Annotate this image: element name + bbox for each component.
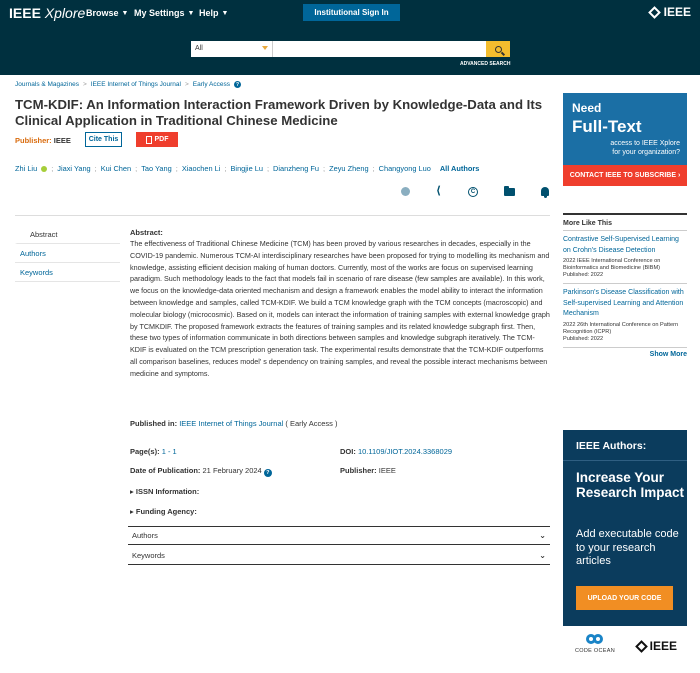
publisher-value: IEEE	[53, 136, 71, 145]
publication-date-info	[130, 466, 272, 477]
publisher-line	[15, 136, 71, 145]
search-scope-value: All	[195, 45, 203, 52]
funding-toggle[interactable]	[130, 507, 197, 516]
author-separator: ;	[323, 164, 326, 173]
ieee-diamond-icon	[635, 640, 648, 653]
ad-access-line1: access to IEEE Xplore	[610, 140, 680, 147]
ad-full-text: Full-Text	[572, 117, 642, 136]
tab-authors[interactable]: Authors	[15, 244, 120, 263]
author-link[interactable]: Kui Chen	[100, 164, 132, 173]
published-in-link[interactable]: IEEE Internet of Things Journal	[179, 419, 284, 428]
alerts-bell-icon[interactable]	[541, 187, 549, 196]
code-ocean-ad[interactable]	[563, 430, 687, 668]
related-article-conference: 2022 IEEE International Conference on Bioinformatics and Biomedicine (BIBM)	[563, 258, 661, 271]
upload-your-code-button[interactable]: UPLOAD YOUR CODE	[576, 586, 673, 610]
author-separator: ;	[175, 164, 178, 173]
pages-value[interactable]: 1 - 1	[161, 447, 177, 456]
author-link[interactable]: Xiaochen Li	[181, 164, 221, 173]
search-bar	[191, 41, 510, 57]
ad2-headline: Increase Your Research Impact	[576, 470, 685, 500]
ad2-divider	[563, 460, 687, 461]
orcid-icon[interactable]	[41, 166, 47, 172]
caret-right-icon: ▸	[130, 507, 136, 516]
divider	[15, 215, 550, 216]
pdf-button[interactable]	[136, 132, 178, 147]
chevron-down-icon: ⌄	[539, 550, 546, 560]
nav-my-settings-label: My Settings	[134, 8, 185, 18]
publisher-label: Publisher:	[15, 136, 52, 145]
doi-link[interactable]: 10.1109/JIOT.2024.3368029	[357, 447, 453, 456]
search-input[interactable]	[273, 41, 486, 57]
share-icon[interactable]	[435, 187, 445, 197]
search-scope-select[interactable]	[191, 41, 273, 57]
show-more-link[interactable]: Show More	[563, 347, 687, 358]
nav-browse[interactable]	[86, 8, 128, 18]
author-separator: ;	[224, 164, 227, 173]
chevron-down-icon: ▼	[221, 9, 229, 17]
publisher-info-label: Publisher:	[340, 466, 377, 475]
search-button[interactable]	[486, 41, 510, 57]
institutional-sign-in-button[interactable]: Institutional Sign In	[303, 4, 400, 21]
ad2-heading: IEEE Authors:	[576, 440, 647, 452]
ad-access-text	[610, 139, 680, 157]
folder-icon[interactable]	[504, 187, 515, 196]
author-link[interactable]: Dianzheng Fu	[273, 164, 320, 173]
help-icon[interactable]: ?	[264, 469, 272, 477]
copyright-icon[interactable]: C	[468, 187, 478, 197]
related-article-date: Published: 2022	[563, 272, 604, 278]
breadcrumb-separator: >	[82, 81, 87, 88]
breadcrumb-early-access[interactable]: Early Access	[192, 81, 230, 88]
ad-need-text: Need	[572, 101, 602, 115]
cite-this-button[interactable]: Cite This	[85, 132, 122, 147]
funding-label: Funding Agency:	[135, 507, 197, 516]
published-in-label: Published in:	[130, 419, 178, 428]
publisher-info	[340, 466, 396, 475]
citation-metrics-icon[interactable]	[401, 187, 410, 196]
chevron-down-icon: ▼	[187, 9, 195, 17]
keywords-accordion[interactable]	[128, 546, 550, 565]
author-link[interactable]: Changyong Luo	[378, 164, 431, 173]
code-ocean-label: CODE OCEAN	[575, 648, 615, 654]
ad-access-line2: for your organization?	[612, 149, 680, 156]
ieee-xplore-logo[interactable]	[9, 5, 85, 21]
nav-help-label: Help	[199, 8, 219, 18]
ad2-subtext: Add executable code to your research articles	[576, 528, 679, 567]
help-icon[interactable]: ?	[235, 81, 240, 88]
abstract-heading: Abstract:	[130, 228, 163, 237]
article-title: TCM-KDIF: An Information Interaction Framework Driven by Knowledge-Data and Its Clinical Application in Traditional Chinese Medicine	[15, 97, 543, 128]
more-like-this-panel	[563, 213, 687, 358]
authors-accordion-label: Authors	[132, 531, 158, 540]
doi-label: DOI:	[340, 447, 356, 456]
nav-help[interactable]	[199, 8, 228, 18]
breadcrumb	[15, 81, 241, 88]
author-link[interactable]: Bingjie Lu	[230, 164, 263, 173]
author-list	[15, 164, 479, 173]
keywords-accordion-label: Keywords	[132, 550, 165, 560]
author-link[interactable]: Jiaxi Yang	[57, 164, 91, 173]
all-authors-link[interactable]: All Authors	[439, 164, 480, 173]
author-separator: ;	[266, 164, 270, 173]
ieee-logo-text: IEEE	[663, 5, 691, 19]
related-article-date: Published: 2022	[563, 335, 604, 342]
date-label: Date of Publication:	[130, 466, 201, 475]
published-in	[130, 419, 337, 428]
caret-down-icon	[262, 46, 268, 50]
search-icon	[495, 46, 502, 53]
publisher-info-value: IEEE	[378, 466, 396, 475]
ieee-logo-text: IEEE	[649, 639, 677, 653]
tab-abstract[interactable]: Abstract	[15, 225, 120, 244]
abstract-text: The effectiveness of Traditional Chinese Medicine (TCM) has been proved by various researches in decades, especially in the COVID-19 pandemic. Numerous TCM-AI interdisciplinary researches have been proposed for trying to modelling its mechanism and knowledge, assisting efficient decision making of human doctors. Currently, most of the works are focus on supervised learning paradigm. Such methodology leads to the fact that models fail in scenario of rare disease (few samples are available). In this work, we focus on the knowledge-data oriented mechanism and design a framework enables the model ability to interact the information between knowledge and samples, called TCM-KDIF. We build a TCM knowledge graph with the TCM concepts (macroscopic) and molecular biology (microcosmic). Based on it, models can interact the information of training samples with external knowledge graph by TCMKDIF. The proposed framework extracts the features of training samples and its related knowledge subgraph first. Then, these two types of information communicate in both directions between samples and knowledge subgraph iteratively. The TCM-KDIF is evaluated on the TCM prescription generation task. The experimental results demonstrate that the TCM-KDIF outperforms all comparison baselines, reduces model' s dependency on training samples, and reveal the possible interact mechanisms between medicine and symptoms.	[130, 239, 550, 378]
abstract-section	[130, 228, 550, 380]
published-in-suffix: ( Early Access )	[285, 419, 338, 428]
list-item	[563, 230, 687, 283]
document-section-nav	[15, 225, 120, 282]
ieee-diamond-icon	[648, 6, 661, 19]
ieee-logo[interactable]	[650, 5, 691, 19]
breadcrumb-separator: >	[184, 81, 189, 88]
chevron-down-icon: ⌄	[539, 531, 546, 540]
brand-italic: Xplore	[44, 5, 86, 21]
pages-label: Page(s):	[130, 447, 160, 456]
date-value: 21 February 2024	[202, 466, 262, 475]
author-separator: ;	[51, 164, 54, 173]
contact-ieee-subscribe-button[interactable]: CONTACT IEEE TO SUBSCRIBE ›	[563, 165, 687, 186]
pdf-icon	[146, 136, 152, 144]
author-separator: ;	[135, 164, 138, 173]
chevron-down-icon: ▼	[121, 9, 129, 17]
caret-right-icon: ▸	[130, 487, 136, 496]
pages-info	[130, 447, 177, 456]
list-item	[563, 283, 687, 347]
code-ocean-logo	[575, 634, 615, 654]
doi-info	[340, 447, 452, 456]
nav-browse-label: Browse	[86, 8, 119, 18]
authors-accordion[interactable]	[128, 526, 550, 545]
ad2-footer	[563, 626, 687, 668]
breadcrumb-journals[interactable]: Journals & Magazines	[15, 81, 79, 88]
more-like-this-heading: More Like This	[563, 213, 687, 230]
full-text-ad[interactable]	[563, 93, 687, 186]
author-link[interactable]: Zhi Liu	[15, 164, 38, 173]
related-article-conference: 2022 26th International Conference on Pattern Recognition (ICPR)	[563, 321, 679, 335]
brand-bold: IEEE	[9, 5, 41, 21]
related-article-link[interactable]: Contrastive Self-Supervised Learning on Crohn's Disease Detection	[563, 236, 679, 254]
related-article-link[interactable]: Parkinson's Disease Classification with Self-supervised Learning and Attention Mechanism	[563, 289, 684, 317]
author-link[interactable]: Tao Yang	[141, 164, 172, 173]
site-header	[0, 0, 700, 75]
advanced-search-link[interactable]: ADVANCED SEARCH	[460, 61, 511, 67]
pdf-label: PDF	[154, 136, 169, 143]
breadcrumb-journal[interactable]: IEEE Internet of Things Journal	[90, 81, 181, 88]
tab-keywords[interactable]: Keywords	[15, 263, 120, 282]
author-link[interactable]: Zeyu Zheng	[329, 164, 369, 173]
issn-label: ISSN Information:	[135, 487, 200, 496]
issn-toggle[interactable]	[130, 487, 199, 496]
ieee-logo	[637, 639, 677, 653]
author-separator: ;	[372, 164, 375, 173]
author-separator: ;	[94, 164, 97, 173]
nav-my-settings[interactable]	[134, 8, 194, 18]
